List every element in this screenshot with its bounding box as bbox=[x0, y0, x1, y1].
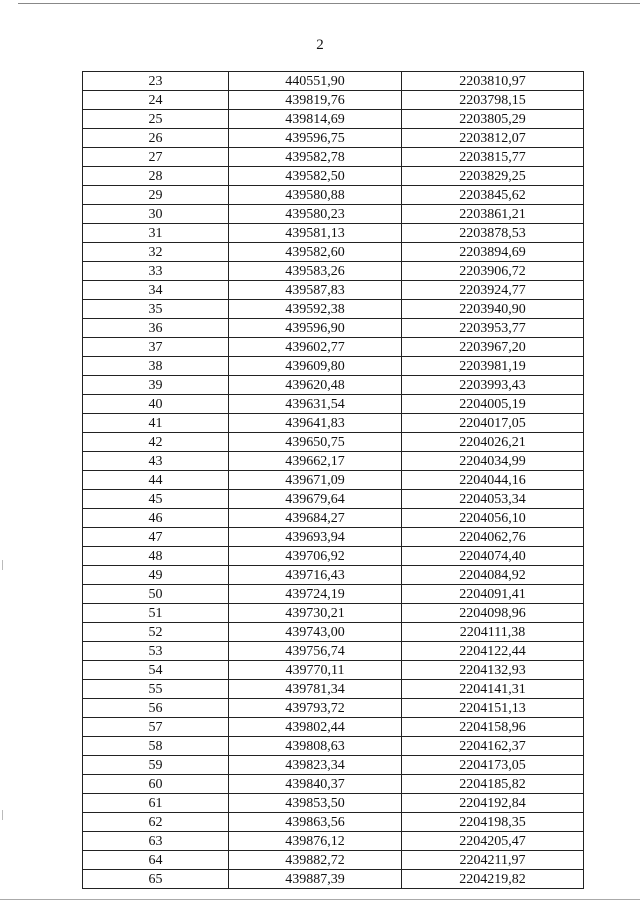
y-coordinate-cell: 2204017,05 bbox=[402, 414, 584, 433]
table-row bbox=[83, 91, 584, 110]
x-coordinate-cell: 439730,21 bbox=[229, 604, 402, 623]
scan-margin-mark bbox=[2, 810, 3, 820]
y-coordinate-cell: 2204074,40 bbox=[402, 547, 584, 566]
table-row bbox=[83, 490, 584, 509]
point-number-cell: 31 bbox=[83, 224, 229, 243]
y-coordinate-cell: 2204111,38 bbox=[402, 623, 584, 642]
table-row bbox=[83, 756, 584, 775]
point-number-cell: 47 bbox=[83, 528, 229, 547]
y-coordinate-cell: 2204062,76 bbox=[402, 528, 584, 547]
x-coordinate-cell: 439814,69 bbox=[229, 110, 402, 129]
table-row bbox=[83, 224, 584, 243]
table-row bbox=[83, 167, 584, 186]
point-number-cell: 56 bbox=[83, 699, 229, 718]
point-number-cell: 61 bbox=[83, 794, 229, 813]
y-coordinate-cell: 2204091,41 bbox=[402, 585, 584, 604]
table-row bbox=[83, 566, 584, 585]
table-row bbox=[83, 851, 584, 870]
table-row bbox=[83, 585, 584, 604]
page-number: 2 bbox=[316, 37, 324, 53]
table-row bbox=[83, 186, 584, 205]
x-coordinate-cell: 439582,50 bbox=[229, 167, 402, 186]
y-coordinate-cell: 2204192,84 bbox=[402, 794, 584, 813]
x-coordinate-cell: 439596,75 bbox=[229, 129, 402, 148]
table-row bbox=[83, 129, 584, 148]
table-row bbox=[83, 718, 584, 737]
table-row bbox=[83, 148, 584, 167]
x-coordinate-cell: 439853,50 bbox=[229, 794, 402, 813]
y-coordinate-cell: 2204185,82 bbox=[402, 775, 584, 794]
x-coordinate-cell: 439684,27 bbox=[229, 509, 402, 528]
y-coordinate-cell: 2204098,96 bbox=[402, 604, 584, 623]
y-coordinate-cell: 2203815,77 bbox=[402, 148, 584, 167]
point-number-cell: 64 bbox=[83, 851, 229, 870]
table-row bbox=[83, 357, 584, 376]
y-coordinate-cell: 2203810,97 bbox=[402, 72, 584, 91]
x-coordinate-cell: 439781,34 bbox=[229, 680, 402, 699]
y-coordinate-cell: 2203798,15 bbox=[402, 91, 584, 110]
point-number-cell: 34 bbox=[83, 281, 229, 300]
table-row bbox=[83, 699, 584, 718]
table-row bbox=[83, 832, 584, 851]
y-coordinate-cell: 2203967,20 bbox=[402, 338, 584, 357]
point-number-cell: 29 bbox=[83, 186, 229, 205]
y-coordinate-cell: 2204219,82 bbox=[402, 870, 584, 889]
point-number-cell: 59 bbox=[83, 756, 229, 775]
x-coordinate-cell: 439583,26 bbox=[229, 262, 402, 281]
top-scan-edge bbox=[18, 3, 640, 4]
point-number-cell: 44 bbox=[83, 471, 229, 490]
table-row bbox=[83, 528, 584, 547]
x-coordinate-cell: 439802,44 bbox=[229, 718, 402, 737]
x-coordinate-cell: 439662,17 bbox=[229, 452, 402, 471]
point-number-cell: 54 bbox=[83, 661, 229, 680]
y-coordinate-cell: 2204141,31 bbox=[402, 680, 584, 699]
y-coordinate-cell: 2203829,25 bbox=[402, 167, 584, 186]
y-coordinate-cell: 2203805,29 bbox=[402, 110, 584, 129]
table-row bbox=[83, 205, 584, 224]
x-coordinate-cell: 439756,74 bbox=[229, 642, 402, 661]
table-row bbox=[83, 737, 584, 756]
table-row bbox=[83, 338, 584, 357]
x-coordinate-cell: 439840,37 bbox=[229, 775, 402, 794]
x-coordinate-cell: 439887,39 bbox=[229, 870, 402, 889]
table-row bbox=[83, 395, 584, 414]
x-coordinate-cell: 439863,56 bbox=[229, 813, 402, 832]
x-coordinate-cell: 439650,75 bbox=[229, 433, 402, 452]
point-number-cell: 46 bbox=[83, 509, 229, 528]
y-coordinate-cell: 2203906,72 bbox=[402, 262, 584, 281]
table-row bbox=[83, 262, 584, 281]
table-row bbox=[83, 471, 584, 490]
bottom-scan-edge bbox=[0, 899, 640, 900]
x-coordinate-cell: 439876,12 bbox=[229, 832, 402, 851]
table-row bbox=[83, 414, 584, 433]
table-row bbox=[83, 604, 584, 623]
y-coordinate-cell: 2204084,92 bbox=[402, 566, 584, 585]
point-number-cell: 39 bbox=[83, 376, 229, 395]
table-row bbox=[83, 376, 584, 395]
point-number-cell: 55 bbox=[83, 680, 229, 699]
point-number-cell: 45 bbox=[83, 490, 229, 509]
point-number-cell: 58 bbox=[83, 737, 229, 756]
table-row bbox=[83, 813, 584, 832]
table-row bbox=[83, 794, 584, 813]
point-number-cell: 37 bbox=[83, 338, 229, 357]
x-coordinate-cell: 439823,34 bbox=[229, 756, 402, 775]
y-coordinate-cell: 2204044,16 bbox=[402, 471, 584, 490]
x-coordinate-cell: 439793,72 bbox=[229, 699, 402, 718]
x-coordinate-cell: 439581,13 bbox=[229, 224, 402, 243]
y-coordinate-cell: 2204005,19 bbox=[402, 395, 584, 414]
x-coordinate-cell: 439819,76 bbox=[229, 91, 402, 110]
y-coordinate-cell: 2203993,43 bbox=[402, 376, 584, 395]
table-row bbox=[83, 452, 584, 471]
point-number-cell: 52 bbox=[83, 623, 229, 642]
y-coordinate-cell: 2203894,69 bbox=[402, 243, 584, 262]
point-number-cell: 32 bbox=[83, 243, 229, 262]
table-row bbox=[83, 661, 584, 680]
point-number-cell: 26 bbox=[83, 129, 229, 148]
x-coordinate-cell: 439582,78 bbox=[229, 148, 402, 167]
table-row bbox=[83, 243, 584, 262]
y-coordinate-cell: 2204056,10 bbox=[402, 509, 584, 528]
y-coordinate-cell: 2204151,13 bbox=[402, 699, 584, 718]
coordinates-table bbox=[82, 71, 584, 889]
point-number-cell: 33 bbox=[83, 262, 229, 281]
x-coordinate-cell: 439808,63 bbox=[229, 737, 402, 756]
y-coordinate-cell: 2203861,21 bbox=[402, 205, 584, 224]
x-coordinate-cell: 439620,48 bbox=[229, 376, 402, 395]
x-coordinate-cell: 439580,23 bbox=[229, 205, 402, 224]
x-coordinate-cell: 439602,77 bbox=[229, 338, 402, 357]
table-row bbox=[83, 509, 584, 528]
table-row bbox=[83, 319, 584, 338]
point-number-cell: 62 bbox=[83, 813, 229, 832]
x-coordinate-cell: 439716,43 bbox=[229, 566, 402, 585]
y-coordinate-cell: 2204053,34 bbox=[402, 490, 584, 509]
table-row bbox=[83, 623, 584, 642]
point-number-cell: 48 bbox=[83, 547, 229, 566]
point-number-cell: 53 bbox=[83, 642, 229, 661]
y-coordinate-cell: 2203981,19 bbox=[402, 357, 584, 376]
scan-margin-mark bbox=[2, 560, 3, 570]
point-number-cell: 42 bbox=[83, 433, 229, 452]
x-coordinate-cell: 439743,00 bbox=[229, 623, 402, 642]
x-coordinate-cell: 439596,90 bbox=[229, 319, 402, 338]
y-coordinate-cell: 2203940,90 bbox=[402, 300, 584, 319]
x-coordinate-cell: 439580,88 bbox=[229, 186, 402, 205]
y-coordinate-cell: 2204026,21 bbox=[402, 433, 584, 452]
x-coordinate-cell: 439706,92 bbox=[229, 547, 402, 566]
x-coordinate-cell: 439679,64 bbox=[229, 490, 402, 509]
y-coordinate-cell: 2204034,99 bbox=[402, 452, 584, 471]
y-coordinate-cell: 2204198,35 bbox=[402, 813, 584, 832]
y-coordinate-cell: 2203953,77 bbox=[402, 319, 584, 338]
x-coordinate-cell: 439587,83 bbox=[229, 281, 402, 300]
x-coordinate-cell: 439592,38 bbox=[229, 300, 402, 319]
point-number-cell: 38 bbox=[83, 357, 229, 376]
point-number-cell: 27 bbox=[83, 148, 229, 167]
y-coordinate-cell: 2203812,07 bbox=[402, 129, 584, 148]
y-coordinate-cell: 2204205,47 bbox=[402, 832, 584, 851]
point-number-cell: 36 bbox=[83, 319, 229, 338]
y-coordinate-cell: 2204162,37 bbox=[402, 737, 584, 756]
y-coordinate-cell: 2204132,93 bbox=[402, 661, 584, 680]
x-coordinate-cell: 439609,80 bbox=[229, 357, 402, 376]
point-number-cell: 51 bbox=[83, 604, 229, 623]
point-number-cell: 43 bbox=[83, 452, 229, 471]
y-coordinate-cell: 2203845,62 bbox=[402, 186, 584, 205]
table-row bbox=[83, 110, 584, 129]
point-number-cell: 60 bbox=[83, 775, 229, 794]
point-number-cell: 41 bbox=[83, 414, 229, 433]
x-coordinate-cell: 439724,19 bbox=[229, 585, 402, 604]
point-number-cell: 35 bbox=[83, 300, 229, 319]
x-coordinate-cell: 439693,94 bbox=[229, 528, 402, 547]
point-number-cell: 23 bbox=[83, 72, 229, 91]
point-number-cell: 65 bbox=[83, 870, 229, 889]
x-coordinate-cell: 439582,60 bbox=[229, 243, 402, 262]
point-number-cell: 30 bbox=[83, 205, 229, 224]
table-row bbox=[83, 870, 584, 889]
point-number-cell: 49 bbox=[83, 566, 229, 585]
point-number-cell: 57 bbox=[83, 718, 229, 737]
y-coordinate-cell: 2203878,53 bbox=[402, 224, 584, 243]
point-number-cell: 24 bbox=[83, 91, 229, 110]
table-row bbox=[83, 433, 584, 452]
table-row bbox=[83, 547, 584, 566]
y-coordinate-cell: 2204158,96 bbox=[402, 718, 584, 737]
x-coordinate-cell: 439631,54 bbox=[229, 395, 402, 414]
point-number-cell: 28 bbox=[83, 167, 229, 186]
x-coordinate-cell: 439641,83 bbox=[229, 414, 402, 433]
point-number-cell: 40 bbox=[83, 395, 229, 414]
table-row bbox=[83, 281, 584, 300]
y-coordinate-cell: 2203924,77 bbox=[402, 281, 584, 300]
x-coordinate-cell: 439882,72 bbox=[229, 851, 402, 870]
table-row bbox=[83, 775, 584, 794]
y-coordinate-cell: 2204122,44 bbox=[402, 642, 584, 661]
point-number-cell: 50 bbox=[83, 585, 229, 604]
table-row bbox=[83, 642, 584, 661]
y-coordinate-cell: 2204211,97 bbox=[402, 851, 584, 870]
coordinates-table-body bbox=[83, 72, 584, 889]
x-coordinate-cell: 440551,90 bbox=[229, 72, 402, 91]
x-coordinate-cell: 439770,11 bbox=[229, 661, 402, 680]
table-row bbox=[83, 680, 584, 699]
x-coordinate-cell: 439671,09 bbox=[229, 471, 402, 490]
table-row bbox=[83, 72, 584, 91]
y-coordinate-cell: 2204173,05 bbox=[402, 756, 584, 775]
table-row bbox=[83, 300, 584, 319]
point-number-cell: 63 bbox=[83, 832, 229, 851]
point-number-cell: 25 bbox=[83, 110, 229, 129]
